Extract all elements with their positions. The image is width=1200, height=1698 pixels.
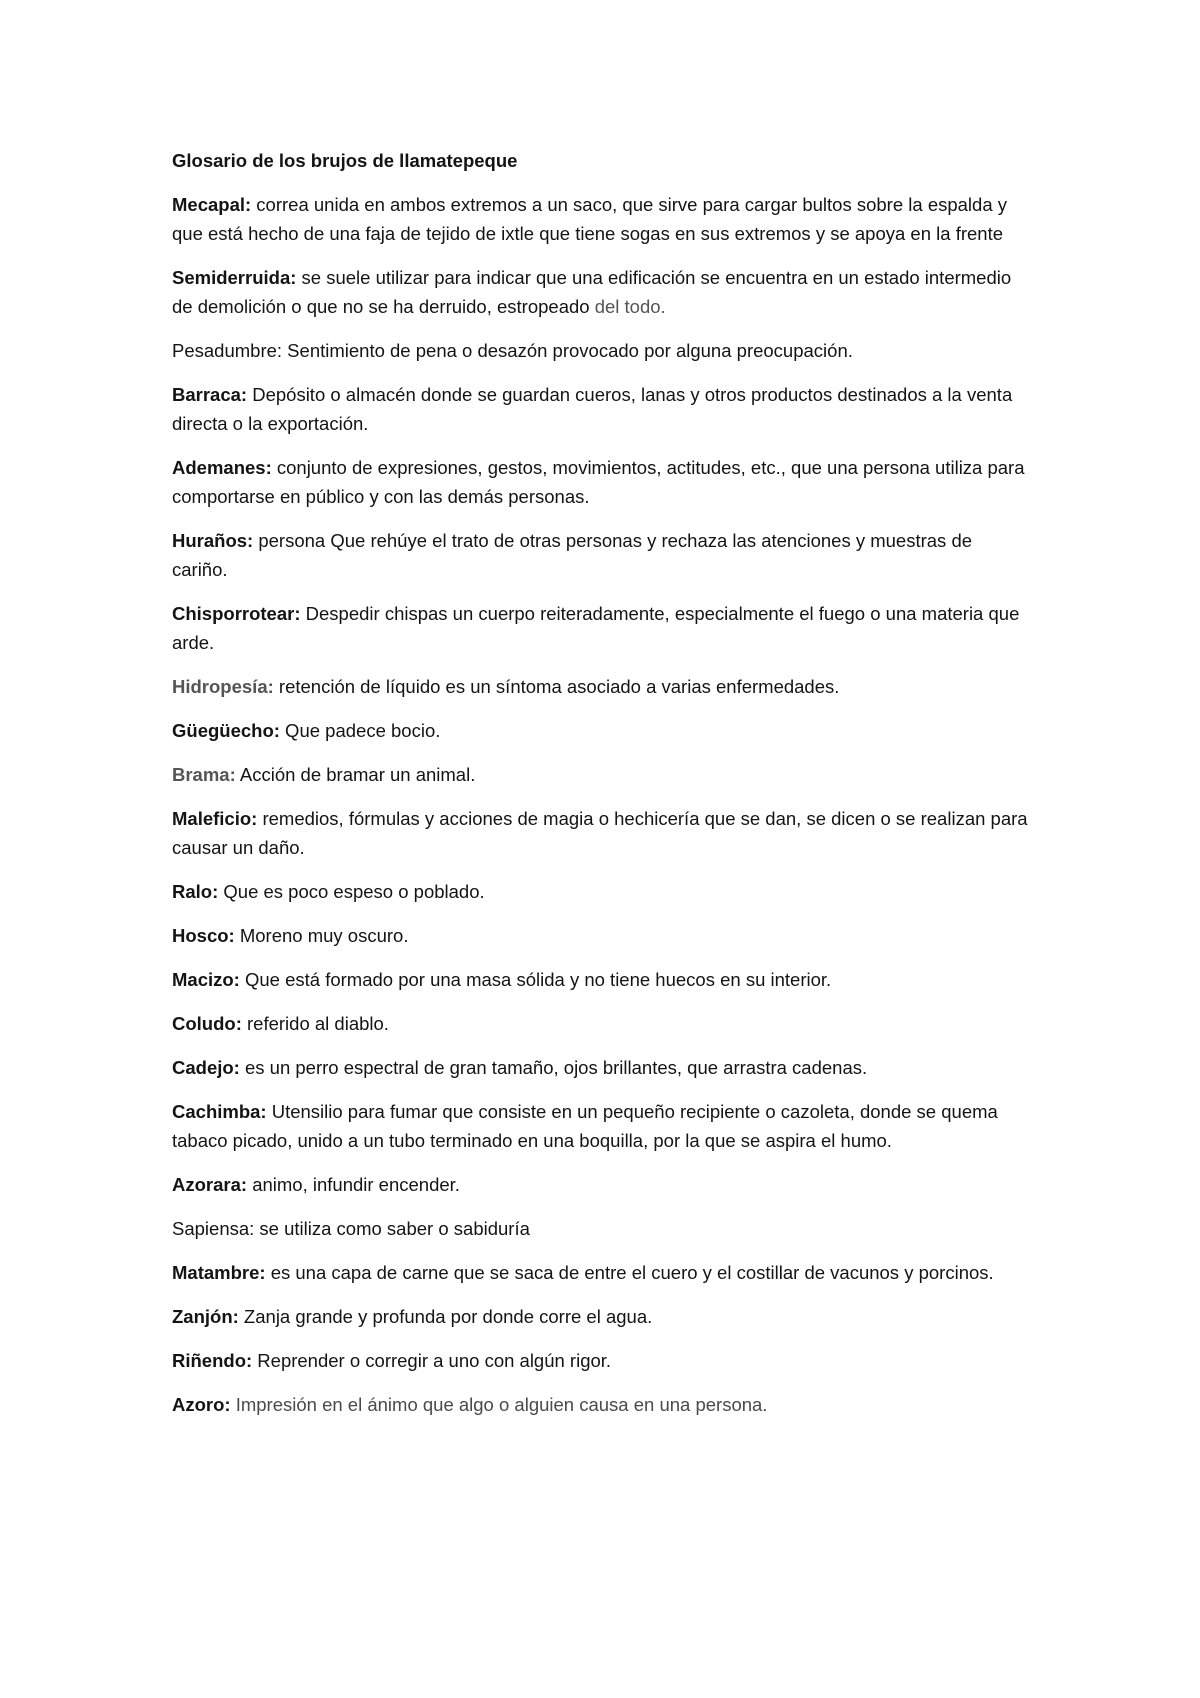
entry-definition: conjunto de expresiones, gestos, movimientos, actitudes, etc., que una persona utiliza para comportarse en público y con las demás personas. xyxy=(172,457,1025,507)
glossary-entry-sapiensa xyxy=(172,1214,1032,1243)
entry-term: Sapiensa: xyxy=(172,1218,255,1239)
document-title: Glosario de los brujos de llamatepeque xyxy=(172,150,518,171)
entry-term: Maleficio: xyxy=(172,808,258,829)
entry-definition: Impresión en el ánimo que algo o alguien causa en una persona. xyxy=(230,1394,768,1415)
entry-term: Barraca: xyxy=(172,384,248,405)
entry-term: Semiderruida: xyxy=(172,267,297,288)
entry-term: Brama: xyxy=(172,764,236,785)
entry-definition: Acción de bramar un animal. xyxy=(235,764,476,785)
entry-definition: Que es poco espeso o poblado. xyxy=(218,881,485,902)
glossary-entry-guegueecho xyxy=(172,716,1032,745)
entry-term: Zanjón: xyxy=(172,1306,239,1327)
glossary-entry-semiderruida xyxy=(172,263,1032,321)
entry-definition: persona Que rehúye el trato de otras personas y rechaza las atenciones y muestras de cariño. xyxy=(172,530,973,580)
entry-definition: se suele utilizar para indicar que una edificación se encuentra en un estado intermedio de demolición o que no se ha derruido, estropeado xyxy=(172,267,1012,317)
entry-definition-tail: del todo. xyxy=(594,296,666,317)
glossary-entry-azorara xyxy=(172,1170,1032,1199)
entry-definition: animo, infundir encender. xyxy=(247,1174,460,1195)
entry-term: Azorara: xyxy=(172,1174,248,1195)
entry-definition: es un perro espectral de gran tamaño, ojos brillantes, que arrastra cadenas. xyxy=(239,1057,868,1078)
entry-term: Cachimba: xyxy=(172,1101,267,1122)
glossary-entry-huranos xyxy=(172,526,1032,584)
entry-term: Mecapal: xyxy=(172,194,252,215)
glossary-entry-maleficio xyxy=(172,804,1032,862)
glossary-entry-matambre xyxy=(172,1258,1032,1287)
entry-definition: Que está formado por una masa sólida y no tiene huecos en su interior. xyxy=(239,969,832,990)
entry-term: Matambre: xyxy=(172,1262,266,1283)
entry-definition: se utiliza como saber o sabiduría xyxy=(254,1218,530,1239)
entry-term: Coludo: xyxy=(172,1013,242,1034)
glossary-entry-brama xyxy=(172,760,1032,789)
glossary-entry-barraca xyxy=(172,380,1032,438)
entry-term: Huraños: xyxy=(172,530,254,551)
entry-term: Ralo: xyxy=(172,881,219,902)
entry-term: Macizo: xyxy=(172,969,240,990)
entry-term: Hosco: xyxy=(172,925,235,946)
entry-definition: correa unida en ambos extremos a un saco, que sirve para cargar bultos sobre la espalda y que está hecho de una faja de tejido de ixtle que tiene sogas en sus extremos y se apoya en la frente xyxy=(172,194,1008,244)
glossary-entry-rinendo xyxy=(172,1346,1032,1375)
entry-definition: Utensilio para fumar que consiste en un pequeño recipiente o cazoleta, donde se quema tabaco picado, unido a un tubo terminado en una boquilla, por la que se aspira el humo. xyxy=(172,1101,998,1151)
glossary-entry-ademanes xyxy=(172,453,1032,511)
entry-definition: Que padece bocio. xyxy=(279,720,441,741)
entry-term: Güegüecho: xyxy=(172,720,280,741)
entry-term: Chisporrotear: xyxy=(172,603,301,624)
glossary-entry-macizo xyxy=(172,965,1032,994)
glossary-entry-chisporrotear xyxy=(172,599,1032,657)
entry-definition: Depósito o almacén donde se guardan cueros, lanas y otros productos destinados a la venta directa o la exportación. xyxy=(172,384,1013,434)
entry-definition: Despedir chispas un cuerpo reiteradamente, especialmente el fuego o una materia que arde. xyxy=(172,603,1020,653)
glossary-entry-cachimba xyxy=(172,1097,1032,1155)
entry-term: Azoro: xyxy=(172,1394,231,1415)
entry-term: Ademanes: xyxy=(172,457,272,478)
entry-definition: Moreno muy oscuro. xyxy=(234,925,409,946)
glossary-entry-azoro xyxy=(172,1390,1032,1419)
entry-definition: retención de líquido es un síntoma asociado a varias enfermedades. xyxy=(273,676,840,697)
entry-term: Riñendo: xyxy=(172,1350,253,1371)
glossary-entry-cadejo xyxy=(172,1053,1032,1082)
entry-term: Hidropesía: xyxy=(172,676,274,697)
glossary-entry-hidropesia xyxy=(172,672,1032,701)
entry-definition: referido al diablo. xyxy=(241,1013,389,1034)
entry-definition: Reprender o corregir a uno con algún rigor. xyxy=(252,1350,612,1371)
glossary-entry-zanjon xyxy=(172,1302,1032,1331)
entry-definition: Zanja grande y profunda por donde corre el agua. xyxy=(238,1306,653,1327)
glossary-entry-mecapal xyxy=(172,190,1032,248)
entry-definition: remedios, fórmulas y acciones de magia o hechicería que se dan, se dicen o se realizan para causar un daño. xyxy=(172,808,1028,858)
entry-term: Cadejo: xyxy=(172,1057,240,1078)
document-page xyxy=(172,146,1032,1434)
glossary-entry-hosco xyxy=(172,921,1032,950)
entry-definition: Sentimiento de pena o desazón provocado por alguna preocupación. xyxy=(282,340,853,361)
entry-term: Pesadumbre: xyxy=(172,340,283,361)
glossary-entry-pesadumbre xyxy=(172,336,1032,365)
glossary-entry-ralo xyxy=(172,877,1032,906)
entry-definition: es una capa de carne que se saca de entre el cuero y el costillar de vacunos y porcinos. xyxy=(265,1262,994,1283)
glossary-entry-coludo xyxy=(172,1009,1032,1038)
